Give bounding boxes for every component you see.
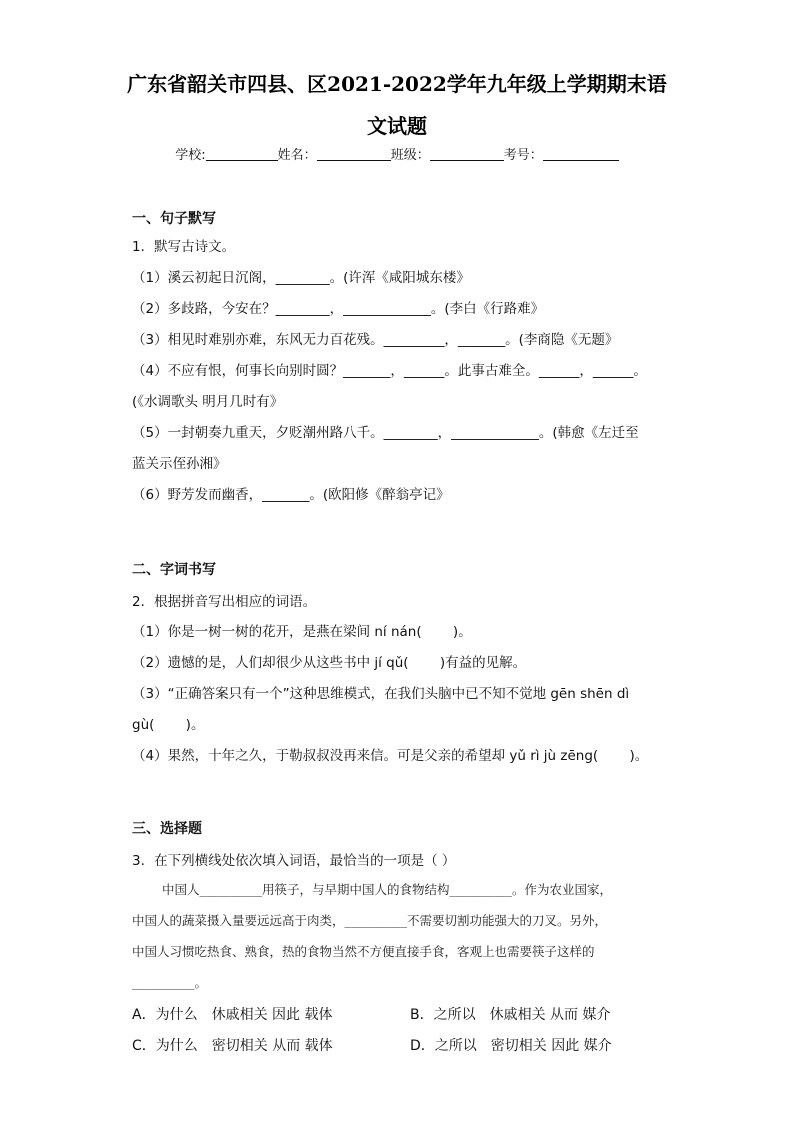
name-blank[interactable] [317,146,391,161]
section-heading-3: 三、选择题 [132,821,202,837]
option-b[interactable]: B．之所以 休戚相关 从而 媒介 [410,1007,611,1023]
question-3-passage-line: 中国人的蔬菜摄入量要远远高于肉类，__________不需要切割功能强大的刀叉。另外， [132,913,608,928]
number-label: 考号： [503,148,543,163]
class-blank[interactable] [430,146,504,161]
class-label: 班级： [390,148,430,163]
question-1-item: （1）溪云初起日沉阁，________。(许浑《咸阳城东楼》 [132,270,470,286]
question-2-item: （2）遗憾的是，人们却很少从这些书中 jí qǔ( )有益的见解。 [132,655,527,671]
question-1-stem: 1．默写古诗文。 [132,239,236,255]
question-3-passage-line: __________。 [132,975,208,990]
option-a[interactable]: A．为什么 休戚相关 因此 载体 [132,1007,333,1023]
option-c[interactable]: C．为什么 密切相关 从而 载体 [132,1038,333,1054]
section-heading-1: 一、句子默写 [132,211,216,227]
question-3-passage-line: 中国人习惯吃热食、熟食，热的食物当然不方便直接手食，客观上也需要筷子这样的 [132,944,595,959]
question-1-item: (《水调歌头 明月几时有》 [132,394,284,410]
question-2-item: （1）你是一树一树的花开，是燕在梁间 ní nán( )。 [132,624,472,640]
school-blank[interactable] [206,146,278,161]
name-label: 姓名： [277,148,317,163]
question-2-item: gù( )。 [132,717,205,733]
question-1-item: （4）不应有恨，何事长向别时圆？_______，______。此事古难全。______，______。 [132,363,647,379]
school-label: 学校: [175,148,206,163]
question-2-item: （3）“正确答案只有一个”这种思维模式，在我们头脑中已不知不觉地 gēn shēn dì [132,686,630,702]
option-d[interactable]: D．之所以 密切相关 因此 媒介 [410,1038,612,1054]
question-1-item: 蓝关示侄孙湘》 [132,456,227,472]
section-heading-2: 二、字词书写 [132,562,216,578]
question-1-item: （6）野芳发而幽香，_______。(欧阳修《醉翁亭记》 [132,487,450,503]
question-2-item: （4）果然，十年之久，于勒叔叔没再来信。可是父亲的希望却 yǔ rì jù zēng( )。 [132,748,649,764]
question-2-stem: 2．根据拼音写出相应的词语。 [132,594,317,610]
question-1-item: （3）相见时难别亦难，东风无力百花残。_________，_______。(李商隐《无题》 [132,332,619,348]
student-info-row [0,144,794,163]
question-3-stem: 3．在下列横线处依次填入词语，最恰当的一项是（ ） [132,853,456,869]
exam-title-line1: 广东省韶关市四县、区2021-2022学年九年级上学期期末语 [127,72,667,96]
question-1-item: （5）一封朝奏九重天，夕贬潮州路八千。________，_____________。(韩愈《左迁至 [132,425,639,441]
question-3-passage-line: 中国人__________用筷子，与早期中国人的食物结构__________。作为农业国家， [162,882,613,897]
exam-title-line2: 文试题 [367,114,427,138]
number-blank[interactable] [543,146,619,161]
question-1-item: （2）多歧路，今安在？________，_____________。(李白《行路难》 [132,301,545,317]
